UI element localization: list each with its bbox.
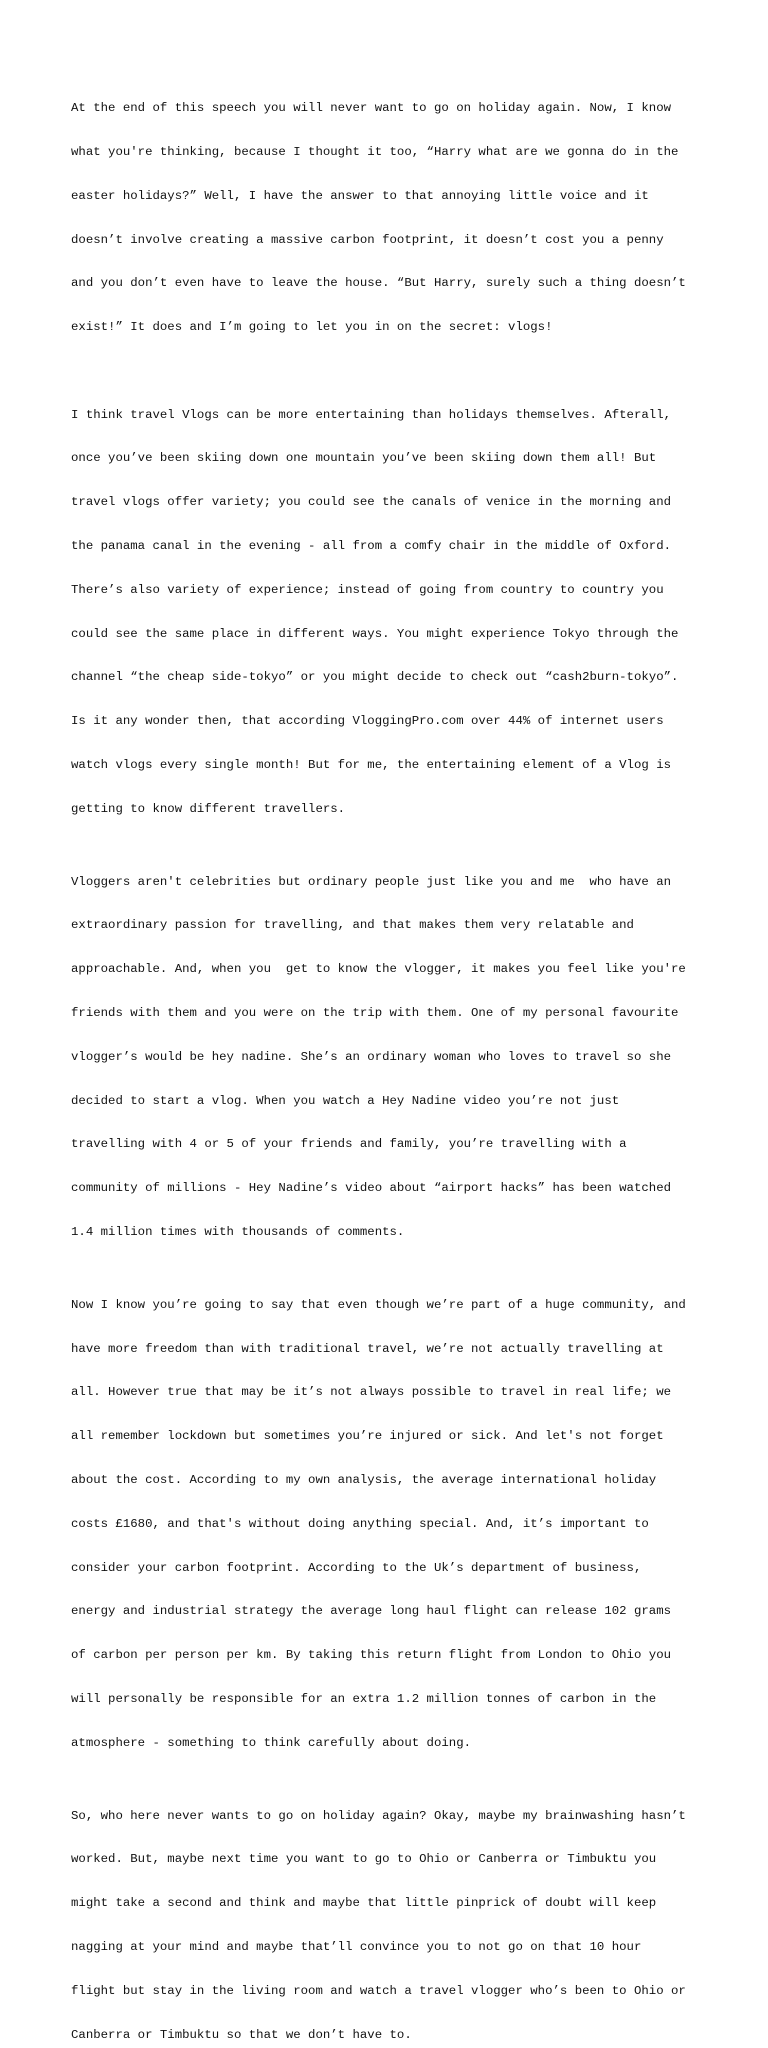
text-line: all. However true that may be it’s not always possible to travel in real life; we [71,1385,672,1400]
text-line: friends with them and you were on the trip with them. One of my personal favourite [71,1006,679,1020]
text-line: extraordinary passion for travelling, and that makes them very relatable and [71,918,634,933]
text-line: will personally be responsible for an extra 1.2 million tonnes of carbon in the [71,1691,657,1706]
text-line: doesn’t involve creating a massive carbon footprint, it doesn’t cost you a penny [71,232,664,247]
text-line: have more freedom than with traditional travel, we’re not actually travelling at [71,1341,664,1356]
text-line: channel “the cheap side-tokyo” or you might decide to check out “cash2burn-tokyo”. [71,670,679,685]
text-line: decided to start a vlog. When you watch a Hey Nadine video you’re not just [71,1093,620,1108]
text-line: travel vlogs offer variety; you could see the canals of venice in the morning and [71,495,672,510]
text-line: atmosphere - something to think carefully about doing. [71,1735,472,1750]
paragraph-conclusion [71,1779,711,2048]
text-line: what you're thinking, because I thought it too, “Harry what are we gonna do in the [71,144,679,159]
text-line: Now I know you’re going to say that even though we’re part of a huge community, and [71,1297,686,1312]
text-line: and you don’t even have to leave the house. “But Harry, surely such a thing doesn’t [71,276,686,291]
text-line: travelling with 4 or 5 of your friends and family, you’re travelling with a [71,1137,627,1152]
text-line: I think travel Vlogs can be more entertaining than holidays themselves. Afterall, [71,407,672,422]
text-line: At the end of this speech you will never want to go on holiday again. Now, I know [71,101,672,116]
paragraph-gap [71,364,711,379]
paragraph-vloggers [71,845,711,1268]
text-line: Is it any wonder then, that according VloggingPro.com over 44% of internet users [71,714,664,729]
text-line: consider your carbon footprint. According to the Uk’s department of business, [71,1560,642,1575]
text-line: about the cost. According to my own analysis, the average international holiday [71,1473,657,1487]
text-line: exist!” It does and I’m going to let you in on the secret: vlogs! [71,320,553,335]
text-line: worked. But, maybe next time you want to go to Ohio or Canberra or Timbuktu you [71,1852,657,1867]
text-line: costs £1680, and that's without doing anything special. And, it’s important to [71,1516,649,1531]
text-line: nagging at your mind and maybe that’ll convince you to not go on that 10 hour [71,1940,642,1954]
text-line: approachable. And, when you get to know the vlogger, it makes you feel like you're [71,962,686,977]
text-line: Vloggers aren't celebrities but ordinary people just like you and me who have an [71,874,672,889]
text-line: could see the same place in different ways. You might experience Tokyo through the [71,626,679,641]
text-line: once you’ve been skiing down one mountain you’ve been skiing down them all! But [71,451,657,466]
text-line: 1.4 million times with thousands of comments. [71,1224,405,1239]
text-line: the panama canal in the evening - all from a comfy chair in the middle of Oxford. [71,539,672,553]
text-line: Canberra or Timbuktu so that we don’t have to. [71,2027,412,2042]
text-line: getting to know different travellers. [71,801,346,816]
text-line: might take a second and think and maybe that little pinprick of doubt will keep [71,1896,657,1911]
text-line: watch vlogs every single month! But for me, the entertaining element of a Vlog is [71,757,672,772]
text-line: easter holidays?” Well, I have the answer to that annoying little voice and it [71,188,649,203]
text-line: So, who here never wants to go on holiday again? Okay, maybe my brainwashing hasn’t [71,1808,686,1823]
paragraph-intro [71,72,711,364]
text-line: community of millions - Hey Nadine’s video about “airport hacks” has been watched [71,1181,672,1196]
paragraph-counterargument [71,1269,711,1780]
text-line: energy and industrial strategy the average long haul flight can release 102 grams [71,1604,672,1619]
text-line: There’s also variety of experience; instead of going from country to country you [71,582,664,597]
text-line: all remember lockdown but sometimes you’re injured or sick. And let's not forget [71,1429,664,1444]
document-page [71,72,711,2048]
paragraph-travel-vlogs [71,378,711,845]
text-line: vlogger’s would be hey nadine. She’s an ordinary woman who loves to travel so she [71,1049,672,1064]
text-line: flight but stay in the living room and watch a travel vlogger who’s been to Ohio or [71,1983,686,1998]
text-line: of carbon per person per km. By taking this return flight from London to Ohio you [71,1648,672,1663]
